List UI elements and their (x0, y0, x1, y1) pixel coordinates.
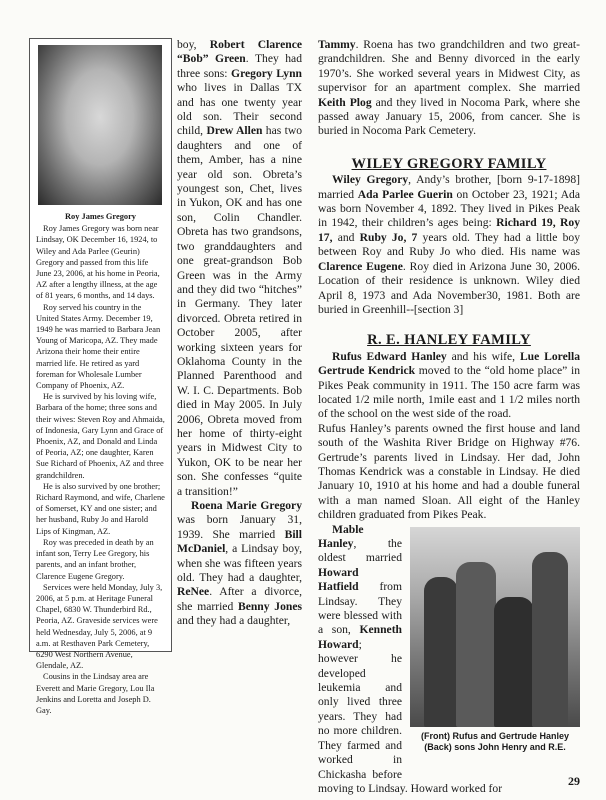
section-heading-hanley-family: R. E. HANLEY FAMILY (367, 332, 531, 349)
person-name: Ada Parlee Guerin (357, 187, 453, 201)
text-run: has two daughters and one of them, Amber, has a nine year old son. Obreta’s youngest son, Chet, lives in Yukon, OK and has one son, Colin Chandler. Obreta has two grandsons, two granddaughters and one great-grandson Bob Green was in the Army and they did two “hitches” in Germany. They later divorced. Obreta retired in October 2005, after working sixteen years for Oklahoma County in the Planned Parenthood and W. I. C. Departments. Bob died in May 2005. In July 2006, Obreta moved from her home of thirty-eight years in Midwest City to Yukon, OK to be near her son. She confesses “quite a transition!” (177, 124, 302, 498)
person-name: Lue Lorella Gertrude Kendrick (318, 349, 580, 378)
obituary-box (29, 38, 172, 715)
person-name: Drew Allen (206, 124, 263, 138)
person-name: Tammy (318, 38, 356, 51)
text-run: and they had a daughter, (177, 614, 291, 628)
photo-figure-shape (494, 597, 534, 727)
obituary-paragraph: Roy served his country in the United States Army. December 19, 1949 he was married to Barbara Jean Young of Maricopa, AZ. They made Arizona their home their entire married life. He retired as yard foreman for Wholesale Lumber Company of Phoenix, AZ. (36, 302, 161, 391)
text-run: and his wife, (446, 349, 520, 363)
text-run: and (332, 230, 360, 244)
text-run: and they lived in Nocoma Park, where she passed away January 15, 2006, from cancer. She is buried in Nocoma Park Cemetery. (318, 95, 580, 138)
body-paragraph (177, 499, 302, 629)
text-run: . They had three sons: (177, 52, 302, 80)
text-run: from Lindsay. They were blessed with a son, (318, 580, 402, 637)
text-run: boy, (177, 38, 210, 51)
obituary-paragraph: Cousins in the Lindsay area are Everett and Marie Gregory, Lou Ila Jenkins and Loretta and Joseph D. Gay. (36, 672, 155, 715)
text-run: , a Lindsay boy, when she was fifteen years old. They had a daughter, (177, 542, 302, 585)
obituary-name: Roy James Gregory (64, 212, 136, 221)
person-name: Ruby Jo, 7 (359, 230, 418, 244)
text-run: . After a divorce, she married (177, 585, 302, 613)
text-run: on October 23, 1921; Ada was born November 4, 1892. They lived in Pikes Peak in 1942, their children’s ages being: (318, 187, 580, 230)
person-name: ReNee (177, 585, 210, 599)
text-run: ; however he developed leukemia and only lived three years. They had no more children. They farmed and worked in Chickasha before moving to Lindsay. Howard worked for (318, 637, 503, 795)
section-heading-wiley-gregory-family: WILEY GREGORY FAMILY (351, 155, 547, 172)
person-name: Roena Marie Gregory (191, 499, 302, 512)
page-number: 29 (568, 774, 580, 788)
text-run: , the oldest married (318, 537, 402, 565)
body-paragraph (318, 38, 580, 139)
obituary-text (36, 211, 165, 716)
person-name: Howard Hatfield (318, 565, 359, 594)
caption-line: (Back) sons John Henry and R.E. (424, 742, 566, 753)
person-name: Gregory Lynn (231, 66, 302, 80)
portrait-photo-roy-gregory (38, 45, 162, 205)
text-run: was born January 31, 1939. She married (177, 513, 302, 541)
family-photo-figure (410, 527, 580, 770)
person-name: Robert Clarence “Bob” Green (177, 38, 302, 66)
photo-figure-shape (424, 577, 458, 727)
obituary-paragraph: Services were held Monday, July 3, 2006, at 5 p.m. at Heritage Funeral Chapel, 6830 W. Thunderbird Rd., Peoria, AZ. Graveside services were held Wednesday, July 5, 2006, at 9 a.m. at Resthaven Park Cemetery, 6290 West Northern Avenue, Glendale, AZ. (36, 582, 163, 671)
body-paragraph (318, 173, 580, 317)
person-name: Keith Plog (318, 95, 372, 109)
obituary-paragraph: Roy James Gregory was born near Lindsay, OK December 16, 1924, to Wiley and Ada Parlee (Geurin) Gregory and passed from this life June 23, 2006, at his home in Peoria, AZ after a lengthy illness, at the age of 81 years, 6 months, and 14 days. (36, 224, 160, 301)
obituary-paragraph: He is also survived by one brother; Richard Raymond, and wife, Charlene of Somerset, KY and one sister; and her husband, Ruby Jo and Harold Lips of Kingman, AZ. (36, 481, 165, 536)
obituary-paragraph: He is survived by his loving wife, Barbara of the home; three sons and their wives: Steven Roy and Ahmaida, of Indonesia, Gary Lynn and Grace of Phoenix, AZ, and Donald and Linda of Peoria, AZ; one daughter, Karen Sue Richard of Phoenix, AZ and three grandchildren. (36, 392, 165, 480)
middle-column (177, 38, 302, 629)
person-name: Mable Hanley (318, 522, 364, 550)
body-paragraph (318, 350, 580, 422)
text-run: . Roena has two grandchildren and two great-grandchildren. She and Benny divorced in the early 1970’s. She worked several years in Midwest City, as supervisor for an apartment complex. She married (318, 38, 580, 95)
text-run: , Andy’s brother, [born 9-17-1898] married (318, 173, 580, 201)
person-name: Wiley Gregory (332, 173, 409, 187)
body-paragraph: Rufus Hanley’s parents owned the first house and land south of the Washita River Bridge on Highway #76. Gertrude’s parents lived in Lindsay. Her dad, John Thomas Kendrick was a constable in Lindsay. He died January 10, 1910 at his home and had a double funeral with a man named Sloan. All eight of the Hanley children graduated from Pikes Peak. (318, 421, 580, 522)
person-name: Bill McDaniel (177, 527, 302, 556)
person-name: Kenneth Howard (318, 623, 402, 651)
photo-figure-shape (456, 562, 496, 727)
caption-line: (Front) Rufus and Gertrude Hanley (420, 730, 569, 741)
obituary-paragraph: Roy was preceded in death by an infant son, Terry Lee Gregory, his parents, and an infant brother, Clarence Eugene Gregory. (36, 537, 154, 581)
photo-figure-shape (532, 552, 568, 727)
hanley-family-photo (410, 527, 580, 727)
body-paragraph (177, 38, 302, 499)
text-run: . Roy died in Arizona June 30, 2006. Location of their residence is unknown. Wiley died April 8, 1973 and Ada November30, 1981. Both are buried in Greenhill--[section 3] (318, 259, 580, 316)
right-column (318, 38, 580, 796)
person-name: Richard 19, Roy 17, (318, 216, 580, 244)
text-run: moved to the “old home place” in Pikes Peak community in 1911. The 150 acre farm was located 1/2 mile north, 1mile east and 1 1/2 miles north of the school on the west side of the road. (318, 364, 580, 421)
text-run: years old. They had a little boy between Roy and Ruby Jo who died. His name was (318, 230, 580, 259)
text-run: who lives in Dallas TX and has one twenty year old son. Their second child, (177, 81, 302, 138)
person-name: Benny Jones (237, 599, 302, 613)
person-name: Rufus Edward Hanley (332, 349, 447, 363)
photo-caption (410, 731, 580, 754)
person-name: Clarence Eugene (318, 259, 403, 273)
